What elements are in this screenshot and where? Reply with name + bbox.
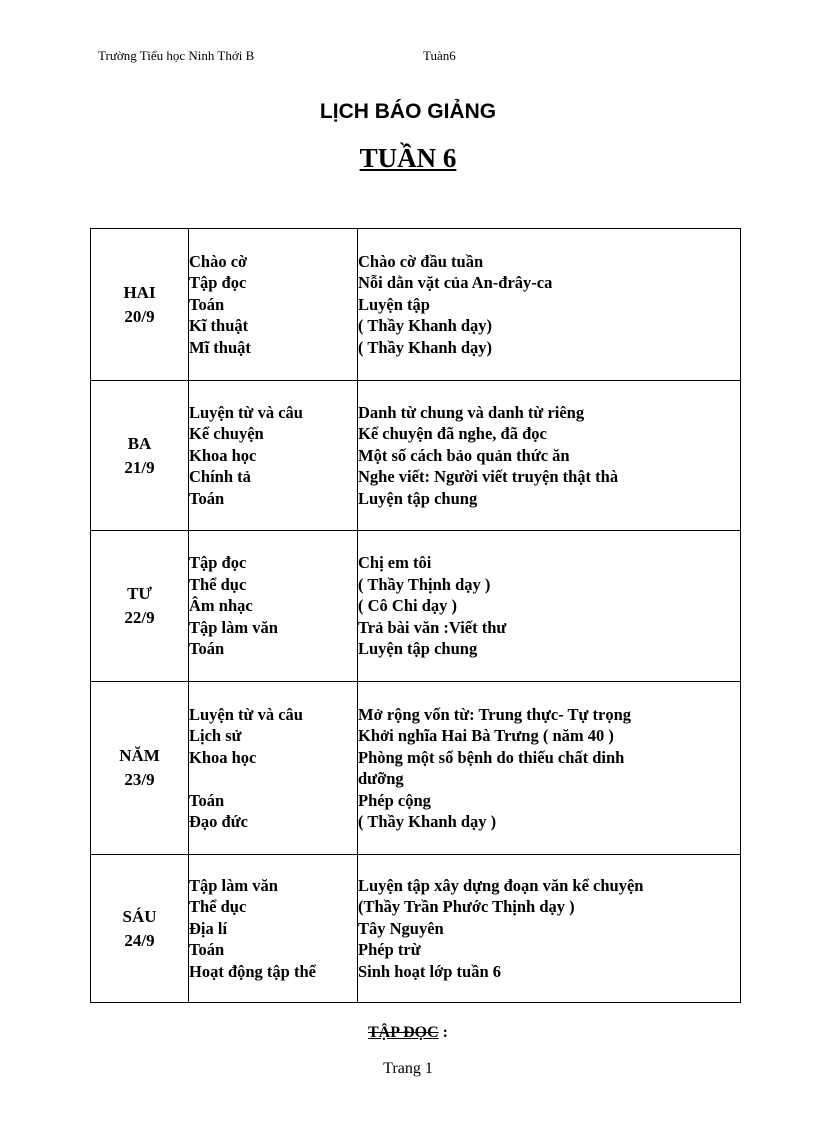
lesson: ( Thầy Khanh dạy) <box>358 337 493 357</box>
lesson: Chị em tôi <box>358 553 432 573</box>
subject: Luyện từ và câu <box>189 704 303 724</box>
subject: Khoa học <box>189 445 257 465</box>
day-name: HAI <box>123 282 156 302</box>
subject: Khoa học <box>189 747 257 767</box>
subject: Toán <box>189 940 225 960</box>
lessons-cell <box>358 682 741 855</box>
subjects-cell <box>189 381 358 531</box>
lesson: Luyện tập <box>358 294 430 314</box>
subject: Toán <box>189 294 225 314</box>
lesson: Sinh hoạt lớp tuần 6 <box>358 961 502 981</box>
page-number: Trang 1 <box>383 1060 433 1077</box>
subject: Chính tả <box>189 467 251 487</box>
day-date: 22/9 <box>124 608 155 627</box>
lesson: Luyện tập xây dựng đoạn văn kể chuyện <box>358 875 644 895</box>
subject: Toán <box>189 790 225 810</box>
schedule-table <box>90 228 741 1003</box>
subject: Luyện từ và câu <box>189 402 303 422</box>
table-row <box>91 855 741 1003</box>
day-name: NĂM <box>119 746 160 765</box>
lesson: Mở rộng vốn từ: Trung thực- Tự trọng <box>358 704 632 724</box>
section-colon: : <box>438 1024 448 1041</box>
day-cell <box>91 229 189 381</box>
subject: Kể chuyện <box>189 424 264 444</box>
day-name: SÁU <box>122 906 157 926</box>
table-row <box>91 381 741 531</box>
lesson: Phép trừ <box>358 940 421 960</box>
subject: Tập làm văn <box>189 617 278 637</box>
subjects-cell <box>189 229 358 381</box>
day-date: 21/9 <box>124 457 155 477</box>
lesson: Kể chuyện đã nghe, đã đọc <box>358 424 547 444</box>
subject: Tập làm văn <box>189 875 278 895</box>
day-cell <box>91 682 189 855</box>
lesson: ( Cô Chi dạy ) <box>358 596 458 616</box>
lesson: ( Thầy Khanh dạy) <box>358 316 493 336</box>
day-cell <box>91 855 189 1003</box>
lesson: (Thầy Trần Phước Thịnh dạy ) <box>358 897 575 917</box>
lesson: Chào cờ đầu tuần <box>358 251 484 271</box>
table-row <box>91 531 741 682</box>
subject: Thể dục <box>189 897 247 917</box>
page-title: LỊCH BÁO GIẢNG <box>319 100 497 123</box>
section-title: TẬP ĐỌC <box>368 1024 439 1041</box>
table-row <box>91 682 741 855</box>
lesson: Một số cách bảo quản thức ăn <box>358 445 570 465</box>
day-cell <box>91 531 189 682</box>
subject: Tập đọc <box>189 273 247 293</box>
subject: Tập đọc <box>189 553 247 573</box>
subject: Lịch sử <box>189 726 242 745</box>
day-name: TƯ <box>127 584 152 603</box>
day-date: 20/9 <box>124 306 155 326</box>
school-name: Trường Tiểu học Ninh Thới B <box>98 48 255 63</box>
week-label: Tuàn6 <box>423 48 456 63</box>
day-date: 23/9 <box>124 770 155 789</box>
subject: Đạo đức <box>189 812 248 831</box>
lesson: Nghe viết: Người viết truyện thật thà <box>358 467 619 487</box>
day-name: BA <box>127 433 152 453</box>
lesson: Trả bài văn :Viết thư <box>358 617 507 637</box>
subject <box>189 768 357 790</box>
lesson: Danh từ chung và danh từ riêng <box>358 402 585 422</box>
lessons-cell <box>358 855 741 1003</box>
subject: Âm nhạc <box>189 596 253 616</box>
subject: Hoạt động tập thể <box>189 961 316 981</box>
day-cell <box>91 381 189 531</box>
lessons-cell <box>358 381 741 531</box>
section-heading <box>0 1024 816 1042</box>
subject: Thể dục <box>189 574 247 594</box>
lesson: Phép cộng <box>358 790 431 810</box>
subject: Toán <box>189 639 225 659</box>
lesson: Phòng một số bệnh do thiếu chất dinh <box>358 747 625 767</box>
lesson: dưỡng <box>358 769 404 788</box>
subject: Toán <box>189 488 225 508</box>
day-date: 24/9 <box>124 930 155 950</box>
lessons-cell <box>358 229 741 381</box>
lessons-cell <box>358 531 741 682</box>
subject: Chào cờ <box>189 251 248 271</box>
lesson: Tây Nguyên <box>358 918 444 938</box>
subject: Địa lí <box>189 918 228 938</box>
lesson: ( Thầy Thịnh dạy ) <box>358 574 491 594</box>
lesson: Nỗi dằn vặt của An-đrây-ca <box>358 273 553 293</box>
subjects-cell <box>189 682 358 855</box>
subject: Kĩ thuật <box>189 316 249 336</box>
lesson: Khởi nghĩa Hai Bà Trưng ( năm 40 ) <box>358 726 614 745</box>
week-title: TUẦN 6 <box>359 143 457 173</box>
subjects-cell <box>189 855 358 1003</box>
lesson: Luyện tập chung <box>358 488 478 508</box>
lesson: Luyện tập chung <box>358 639 478 659</box>
subject: Mĩ thuật <box>189 337 251 357</box>
subjects-cell <box>189 531 358 682</box>
table-row <box>91 229 741 381</box>
lesson: ( Thầy Khanh dạy ) <box>358 812 497 831</box>
